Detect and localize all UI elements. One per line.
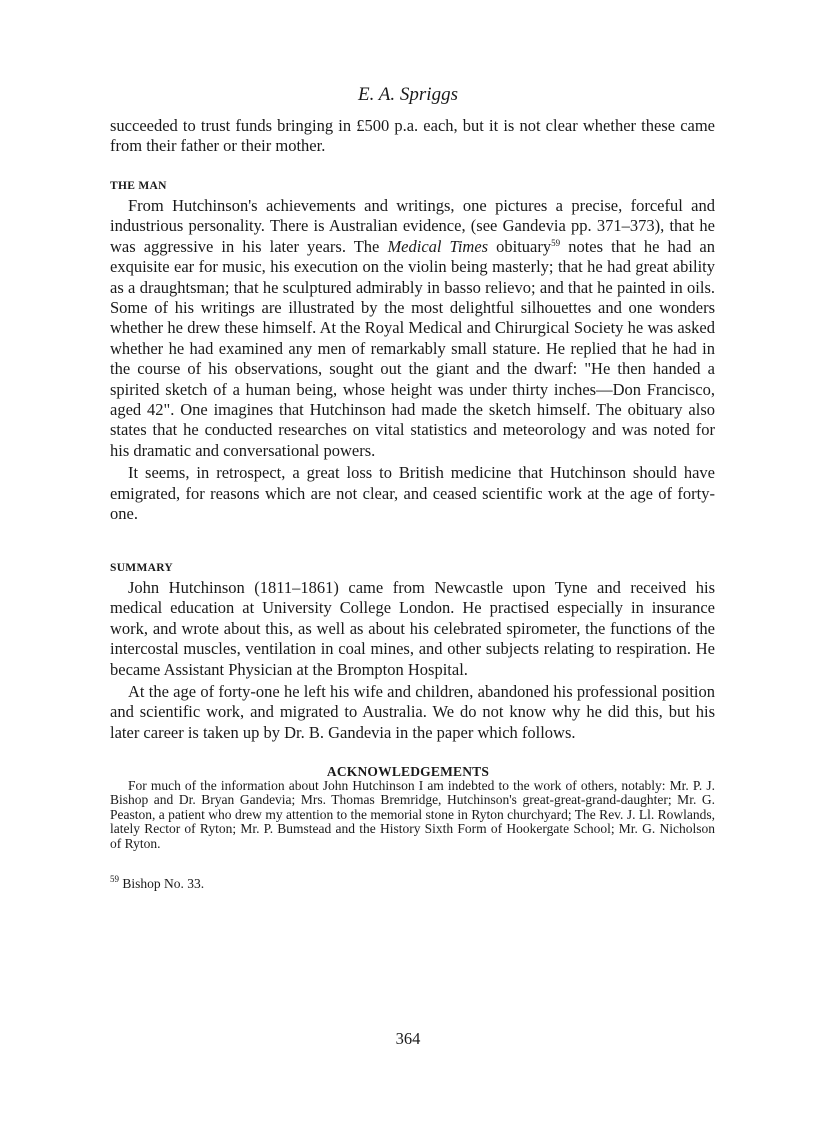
section-the-man	[110, 179, 715, 525]
footnote-ref: 59	[551, 237, 561, 248]
summary-paragraph-1: John Hutchinson (1811–1861) came from Newcastle upon Tyne and received his medical education at University College London. He practised especially in insurance work, and wrote about this, as well as about his celebrated spirometer, the functions of the intercostal muscles, ventilation in coal mines, and other subjects relating to respiration. He became Assistant Physician at the Brompton Hospital.	[110, 578, 715, 679]
p1-part-b: obituary	[488, 236, 552, 256]
p1-part-c: notes that he had an exquisite ear for music, his execution on the violin being masterly; that he had great ability as a draughtsman; that he sculptured admirably in basso relievo; and that he painted in oils. Some of his writings are illustrated by the most delightful silhouettes and one wonders whether he drew these himself. At the Royal Medical and Chirurgical Society he was asked whether he had examined any men of remarkably small stature. He replied that he had in the course of his observations, sought out the giant and the dwarf: "He then handed a spirited sketch of a human being, whose height was under thirty inches—Don Francisco, aged 42". One imagines that Hutchinson had made the sketch himself. The obituary also states that he conducted researches on vital statistics and meteorology and was noted for his dramatic and conversational powers.	[110, 236, 715, 460]
intro-text: succeeded to trust funds bringing in £500 p.a. each, but it is not clear whether these came from their father or their mother.	[110, 116, 715, 156]
p1-part-a: From Hutchinson's achievements and writings, one pictures a precise, forceful and industrious personality. There is Australian evidence, (see Gandevia pp. 371–373), that he was aggressive in his later years. The	[110, 196, 715, 256]
acknowledgements-body: For much of the information about John Hutchinson I am indebted to the work of others, notably: Mr. P. J. Bishop and Dr. Bryan Gandevia; Mrs. Thomas Bremridge, Hutchinson's great-great-grand-daughter; Mr. G. Peaston, a patient who drew my attention to the memorial stone in Ryton churchyard; The Rev. J. Ll. Rowlands, lately Rector of Ryton; Mr. P. Bumstead and the History Sixth Form of Hookergate School; Mr. G. Nicholson of Ryton.	[110, 778, 715, 851]
footnote-marker: 59	[110, 874, 119, 884]
footnote	[110, 876, 715, 892]
footnote-text: Bishop No. 33.	[119, 876, 205, 891]
running-header: E. A. Spriggs	[358, 84, 458, 105]
intro-paragraph	[110, 116, 715, 157]
acknowledgements-block	[110, 779, 715, 851]
medical-times-title: Medical Times	[387, 236, 489, 256]
the-man-paragraph-2: It seems, in retrospect, a great loss to British medicine that Hutchinson should have emigrated, for reasons which are not clear, and ceased scientific work at the age of forty-one.	[110, 463, 715, 524]
section-summary	[110, 561, 715, 743]
section-heading-summary: SUMMARY	[110, 562, 174, 574]
acknowledgements-heading: ACKNOWLEDGEMENTS	[326, 764, 490, 779]
page-number: 364	[395, 1029, 421, 1048]
section-heading-the-man: THE MAN	[110, 180, 167, 192]
the-man-paragraph-1	[110, 196, 715, 461]
summary-paragraph-2: At the age of forty-one he left his wife and children, abandoned his professional position and scientific work, and migrated to Australia. We do not know why he did this, but his later career is taken up by Dr. B. Gandevia in the paper which follows.	[110, 682, 715, 742]
acknowledgements-text	[110, 779, 715, 851]
